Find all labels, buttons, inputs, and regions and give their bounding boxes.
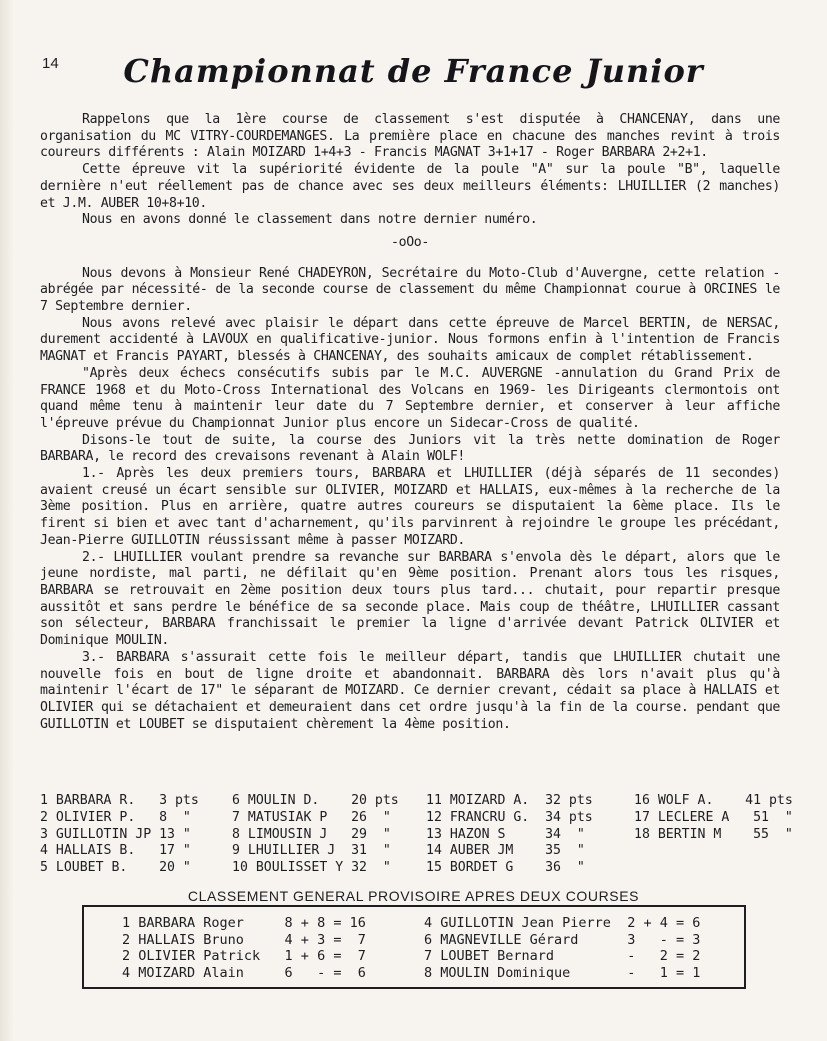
classement-title: CLASSEMENT GENERAL PROVISOIRE APRES DEUX COURSES bbox=[187, 888, 640, 904]
results-column bbox=[232, 793, 399, 877]
paragraph: Nous avons relevé avec plaisir le départ dans cette épreuve de Marcel BERTIN, de NERSAC, durement accidenté à LAVOUX en qualificative-junior. Nous formons enfin à l'intention de Francis MAGNAT et Francis PAYART, blessés à CHANCENAY, des souhaits amicaux de complet rétablissement. bbox=[40, 315, 780, 365]
result-row: 7 MATUSIAK P 26 " bbox=[232, 809, 391, 825]
result-row: 9 LHUILLIER J 31 " bbox=[232, 843, 391, 859]
classement-row: 2 OLIVIER Patrick 1 + 6 = 7 bbox=[122, 948, 366, 964]
result-row: 6 MOULIN D. 20 pts bbox=[232, 793, 399, 808]
result-row: 14 AUBER JM 35 " bbox=[426, 843, 585, 859]
classement-row: 2 HALLAIS Bruno 4 + 3 = 7 bbox=[122, 931, 366, 948]
paragraph: Disons-le tout de suite, la course des Juniors vit la très nette domination de Roger BARBARA, le record des crevaisons revenant à Alain WOLF! bbox=[40, 432, 780, 465]
results-column bbox=[426, 793, 593, 877]
paragraph: 3.- BARBARA s'assurait cette fois le meilleur départ, tandis que LHUILLIER chutait une nouvelle fois en bout de ligne droite et abandonnait. BARBARA dès lors n'avait plus qu'à maintenir l'écart de 17" le séparant de MOIZARD. Ce dernier crevant, cédait sa place à HALLAIS et OLIVIER qui se détachaient et demeuraient dans cet ordre jusqu'à la fin de la course. pendant que GUILLOTIN et LOUBET se disputaient chèrement la 4ème position. bbox=[40, 649, 780, 732]
classement-row: 8 MOULIN Dominique - 1 = 1 bbox=[424, 964, 701, 981]
result-row: 5 LOUBET B. 20 " bbox=[40, 860, 191, 876]
results-column bbox=[40, 793, 199, 877]
result-row: 13 HAZON S 34 " bbox=[426, 826, 585, 842]
result-row: 4 HALLAIS B. 17 " bbox=[40, 843, 191, 859]
result-row: 8 LIMOUSIN J 29 " bbox=[232, 826, 391, 842]
paragraph: Rappelons que la 1ère course de classement s'est disputée à CHANCENAY, dans une organisation du MC VITRY-COURDEMANGES. La première place en chacune des manches revint à trois coureurs différents : Alain MOIZARD 1+4+3 - Francis MAGNAT 3+1+17 - Roger BARBARA 2+2+1. bbox=[40, 112, 780, 161]
paragraph: Nous devons à Monsieur René CHADEYRON, Secrétaire du Moto-Club d'Auvergne, cette relation -abrégée par nécessité- de la seconde course de classement du même Championnat courue à ORCINES le 7 Septembre dernier. bbox=[40, 265, 780, 315]
paragraph: Nous en avons donné le classement dans notre dernier numéro. bbox=[82, 212, 538, 228]
page-number: 14 bbox=[42, 55, 59, 72]
result-row: 1 BARBARA R. 3 pts bbox=[40, 793, 199, 808]
paragraph: Cette épreuve vit la supériorité évidente de la poule "A" sur la poule "B", laquelle dernière n'eut réellement pas de chance avec ses deux meilleurs éléments: LHUILLIER (2 manches) et J.M. AUBER 10+8+10. bbox=[40, 162, 780, 211]
result-row: 12 FRANCRU G. 34 pts bbox=[426, 809, 593, 825]
result-row: 17 LECLERE A 51 " bbox=[634, 809, 793, 825]
classement-row: 4 GUILLOTIN Jean Pierre 2 + 4 = 6 bbox=[424, 915, 701, 931]
article-body bbox=[40, 112, 780, 733]
result-row: 18 BERTIN M 55 " bbox=[634, 826, 793, 842]
page-binding-edge bbox=[0, 0, 14, 1041]
classement-column bbox=[424, 915, 700, 981]
results-column bbox=[634, 793, 793, 843]
paragraph: "Après deux échecs consécutifs subis par le M.C. AUVERGNE -annulation du Grand Prix de FRANCE 1968 et du Moto-Cross International des Volcans en 1969- les Dirigeants clermontois ont quand même tenu à maintenir leur date du 7 Septembre dernier, et conserver à leur affiche l'épreuve prévue du Championnat Junior plus encore un Sidecar-Cross de qualité. bbox=[40, 365, 780, 431]
paragraph: 1.- Après les deux premiers tours, BARBARA et LHUILLIER (déjà séparés de 11 secondes) avaient creusé un écart sensible sur OLIVIER, MOIZARD et HALLAIS, eux-mêmes à la recherche de la 3ème position. Plus en arrière, quatre autres coureurs se disputaient la 6ème place. Ils le firent si bien et avec tant d'acharnement, qu'ils parvinrent à rejoindre le groupe les précédant, Jean-Pierre GUILLOTIN réussissant même à passer MOIZARD. bbox=[40, 466, 780, 548]
classement-row: 6 MAGNEVILLE Gérard 3 - = 3 bbox=[424, 931, 701, 948]
result-row: 10 BOULISSET Y 32 " bbox=[232, 860, 391, 876]
separator: -oOo- bbox=[391, 234, 429, 250]
classement-column bbox=[122, 915, 366, 981]
classement-table bbox=[82, 905, 746, 989]
classement-row: 1 BARBARA Roger 8 + 8 = 16 bbox=[122, 915, 366, 931]
classement-row: 7 LOUBET Bernard - 2 = 2 bbox=[424, 948, 701, 964]
result-row: 2 OLIVIER P. 8 " bbox=[40, 809, 191, 825]
result-row: 11 MOIZARD A. 32 pts bbox=[426, 793, 593, 808]
result-row: 3 GUILLOTIN JP 13 " bbox=[40, 826, 191, 842]
classement-row: 4 MOIZARD Alain 6 - = 6 bbox=[122, 964, 366, 981]
result-row: 16 WOLF A. 41 pts bbox=[634, 793, 793, 808]
page-title: Championnat de France Junior bbox=[123, 52, 704, 90]
paragraph: 2.- LHUILLIER voulant prendre sa revanche sur BARBARA s'envola dès le départ, alors que le jeune nordiste, mal parti, ne défilait qu'en 9ème position. Prenant alors tous les risques, BARBARA se retrouvait en 2ème position deux tours plus tard... chutait, pour repartir presque aussitôt et sans perdre le bénéfice de sa seconde place. Mais coup de théâtre, LHUILLIER cassant son sélecteur, BARBARA franchissait le premier la ligne d'arrivée devant Patrick OLIVIER et Dominique MOULIN. bbox=[40, 549, 780, 649]
result-row: 15 BORDET G 36 " bbox=[426, 860, 585, 876]
